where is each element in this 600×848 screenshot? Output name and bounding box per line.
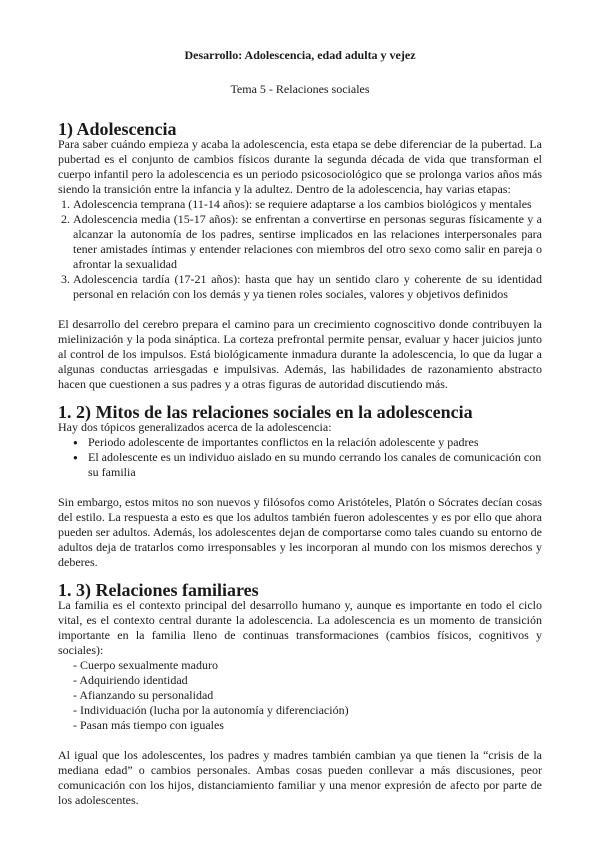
list-item-change: - Afianzando su personalidad — [73, 688, 542, 703]
list-item-stage: 1. Adolescencia temprana (11-14 años): se requiere adaptarse a los cambios biológicos y mentales — [73, 197, 542, 212]
list-item-myth: ● Periodo adolescente de importantes conflictos en la relación adolescente y padres — [88, 435, 542, 450]
paragraph-mitos-rebuttal: Sin embargo, estos mitos no son nuevos y filósofos como Aristóteles, Platón o Sócrates decían cosas del estilo. La respuesta a esto es que los adultos también fueron adolescentes y es por ello que ahora pueden ser adultos. Además, los adolescentes dejan de comportarse como tales cuando su entorno de adultos deja de tratarlos como irresponsables y les incorporan al mundo con los mismos derechos y deberes. — [58, 495, 542, 569]
paragraph-familia-intro: La familia es el contexto principal del desarrollo humano y, aunque es importante en todo el ciclo vital, es el contexto central durante la adolescencia. La adolescencia es un momento de transición importante en la familia lleno de continuas transformaciones (cambios físicos, cognitivos y sociales): — [58, 598, 542, 657]
list-item-myth: ● El adolescente es un individuo aislado en su mundo cerrando los canales de comunicación con su familia — [88, 450, 542, 480]
paragraph-mitos-intro: Hay dos tópicos generalizados acerca de la adolescencia: — [58, 420, 332, 434]
stages-list — [58, 197, 542, 302]
list-item-change: - Cuerpo sexualmente maduro — [73, 658, 542, 673]
myths-list — [58, 435, 542, 480]
list-item-stage: 2. Adolescencia media (15-17 años): se enfrentan a convertirse en personas seguras físicamente y a alcanzar la autonomía de los padres, sentirse implicados en las relaciones interpersonales para tener amistades íntimas y entender relaciones con miembros del otro sexo como salir en pareja o afrontar la sexualidad — [73, 212, 542, 272]
list-item-stage: 3. Adolescencia tardía (17-21 años): hasta que hay un sentido claro y coherente de su identidad personal en relación con los demás y ya tienen roles sociales, valores y objetivos definidos — [73, 272, 542, 302]
changes-list — [58, 658, 542, 733]
list-item-change: - Adquiriendo identidad — [73, 673, 542, 688]
section-heading-relaciones-familiares: 1. 3) Relaciones familiares — [58, 580, 259, 600]
paragraph-brain-development: El desarrollo del cerebro prepara el camino para un crecimiento cognoscitivo donde contribuyen la mielinización y la poda sináptica. La corteza prefrontal permite pensar, evaluar y hacer juicios junto al control de los impulsos. Está biológicamente inmadura durante la adolescencia, lo que da lugar a algunas conductas arriesgadas e impulsivas. Además, las habilidades de razonamiento abstracto hacen que cuestionen a sus padres y a otras figuras de autoridad discutiendo más. — [58, 317, 542, 391]
document-subtitle: Tema 5 - Relaciones sociales — [230, 82, 370, 96]
section-heading-adolescencia: 1) Adolescencia — [58, 119, 177, 139]
list-item-change: - Pasan más tiempo con iguales — [73, 718, 542, 733]
list-item-change: - Individuación (lucha por la autonomía y diferenciación) — [73, 703, 542, 718]
paragraph-adolescencia-intro: Para saber cuándo empieza y acaba la adolescencia, esta etapa se debe diferenciar de la pubertad. La pubertad es el conjunto de cambios físicos durante la segunda década de vida que transforman el cuerpo infantil pero la adolescencia es un periodo psicosociológico que se prolonga varios años más siendo la transición entre la infancia y la adultez. Dentro de la adolescencia, hay varias etapas: — [58, 137, 542, 196]
paragraph-familia-closing: Al igual que los adolescentes, los padres y madres también cambian ya que tienen la “crisis de la mediana edad” o cambios personales. Ambas cosas pueden conllevar a más discusiones, peor comunicación con los hijos, distanciamiento familiar y una menor expresión de afecto por parte de los adolescentes. — [58, 748, 542, 807]
section-heading-mitos: 1. 2) Mitos de las relaciones sociales en la adolescencia — [58, 402, 473, 422]
document-title: Desarrollo: Adolescencia, edad adulta y vejez — [184, 48, 416, 62]
